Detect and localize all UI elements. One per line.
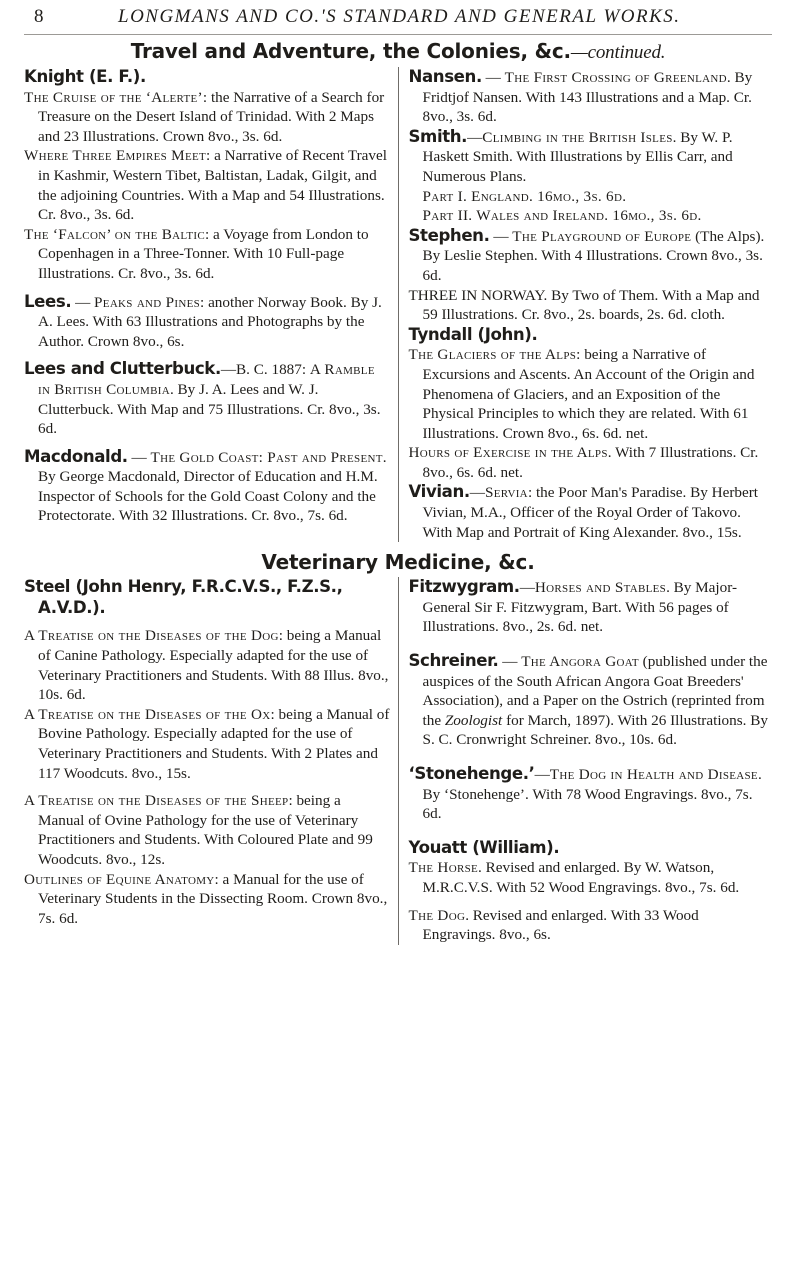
author-name: Vivian. [408, 482, 470, 502]
veterinary-right-column [399, 577, 773, 945]
book-title: The First Crossing of Greenland [504, 69, 727, 86]
part-line: Part I. England. 16mo., 3s. 6d. [422, 187, 627, 205]
book-entry [24, 626, 390, 704]
entry-nansen: Nansen. — The First Crossing of Greenland. By Fridtjof Nansen. With 143 Illustrations and a Map. Cr. 8vo., 3s. 6d. [408, 67, 753, 126]
book-title: The Cruise of the ‘Alerte’ [24, 88, 203, 106]
book-title: Servia [484, 484, 528, 502]
book-details: : the Poor Man's Paradise. By Herbert Vivian, M.A., Officer of the Royal Order of Takovo. With Map and Portrait of King Alexander. 8vo., 15s. [422, 484, 759, 541]
book-details: : another Norway Book. By J. A. Lees. With 63 Illustrations and Photographs by the Author. Crown 8vo., 6s. [38, 293, 382, 350]
book-title: Climbing in the British Isles [482, 128, 673, 146]
section-title: Veterinary Medicine, &c. [261, 550, 535, 575]
book-title: The Dog in Health and Disease [549, 766, 758, 783]
book-details: : being a Manual of Bovine Pathology. Especially adapted for the use of Veterinary Practitioners and Students. With 2 Plates and 117 Woodcuts. 8vo., 15s. [38, 705, 390, 782]
entry-steel [24, 577, 390, 618]
entry-tyndall [409, 325, 773, 346]
book-details: . By Fridtjof Nansen. With 143 Illustrations and a Map. Cr. 8vo., 3s. 6d. [422, 69, 753, 126]
book-details: . With 7 Illustrations. Cr. 8vo., 6s. 6d. net. [422, 444, 759, 481]
entry-stephen: Stephen. — The Playground of Europe (The Alps). By Leslie Stephen. With 4 Illustrations. Crown 8vo., 3s. 6d. [408, 225, 765, 284]
entry-lees-clutterbuck [24, 359, 390, 438]
book-entry [24, 225, 390, 284]
book-details: . By J. A. Lees and W. J. Clutterbuck. With Map and 75 Illustrations. Cr. 8vo., 3s. 6d. [38, 380, 381, 438]
author-name: Smith. [408, 126, 468, 146]
author-name: Knight (E. F.). [24, 67, 146, 86]
author-name: Youatt (William). [408, 837, 560, 857]
book-entry [24, 146, 390, 224]
running-head [24, 0, 772, 35]
journal-name: Zoologist [444, 711, 503, 729]
author-name: Stephen. [408, 225, 490, 245]
book-details: (The Alps). By Leslie Stephen. With 4 Illustrations. Crown 8vo., 3s. 6d. [422, 227, 765, 284]
entry-three-in-norway [409, 286, 773, 325]
book-details: . Revised and enlarged. With 33 Wood Engravings. 8vo., 6s. [422, 906, 699, 944]
book-details: . By Two of Them. With a Map and 59 Illustrations. Cr. 8vo., 2s. boards, 2s. 6d. cloth. [422, 286, 760, 324]
author-name: Steel (John Henry, F.R.C.V.S., F.Z.S., A.V.D.). [24, 577, 343, 617]
entry-smith: Smith.—Climbing in the British Isles. By W. P. Haskett Smith. With Illustrations by Ellis Carr, and Numerous Plans. [408, 126, 733, 185]
book-details: : being a Manual of Canine Pathology. Especially adapted for the use of Veterinary Practitioners and Students. With 88 Illus. 8vo., 10s. 6d. [38, 627, 389, 704]
book-title: Peaks and Pines [94, 293, 201, 311]
section-heading-travel [24, 39, 772, 64]
book-entry [24, 705, 390, 783]
book-details: . By Major-General Sir F. Fitzwygram, Bart. With 56 pages of Illustrations. 8vo., 2s. 6d. net. [422, 579, 738, 636]
section-heading-veterinary [24, 550, 772, 574]
book-details: : the Narrative of a Search for Treasure on the Desert Island of Trinidad. With 2 Maps and 23 Illustrations. Crown 8vo., 3s. 6d. [38, 88, 385, 145]
entry-fitzwygram: Fitzwygram.—Horses and Stables. By Major-General Sir F. Fitzwygram, Bart. With 56 pages of Illustrations. 8vo., 2s. 6d. net. [408, 577, 738, 636]
book-entry [24, 870, 390, 929]
book-title: Where Three Empires Meet [24, 147, 207, 165]
entry-schreiner: Schreiner. — The Angora Goat (published under the auspices of the South African Angora Goat Breeders' Association), and a Paper on the Ostrich (reprinted from the Zoologist for March, 1897). With 26 Illustrations. By S. C. Cronwright Schreiner. 8vo., 10s. 6d. [408, 651, 768, 749]
part-line: Part II. Wales and Ireland. 16mo., 3s. 6d. [422, 207, 702, 225]
book-details: : a Manual for the use of Veterinary Students in the Dissecting Room. Crown 8vo., 7s. 6d. [38, 870, 388, 927]
author-name: Lees. [24, 291, 72, 311]
book-details: for March, 1897). With 26 Illustrations. By S. C. Cronwright Schreiner. 8vo., 10s. 6d. [422, 711, 768, 749]
book-entry [409, 858, 773, 897]
book-title: A Treatise on the Diseases of the Ox [24, 705, 271, 723]
entry-lees: Lees. — Peaks and Pines: another Norway Book. By J. A. Lees. With 63 Illustrations and Photographs by the Author. Crown 8vo., 6s. [24, 291, 382, 350]
book-title: The Glaciers of the Alps [408, 346, 577, 364]
entry-knight [24, 67, 390, 88]
travel-right-column [399, 67, 773, 542]
entry-macdonald: Macdonald. — The Gold Coast: Past and Present. By George Macdonald, Director of Education and H.M. Inspector of Schools for the Gold Coast Colony and the Protectorate. With 32 Illustrations. Cr. 8vo., 7s. 6d. [24, 446, 387, 525]
book-details: : being a Manual of Ovine Pathology for the use of Veterinary Practitioners and Students. With Coloured Plate and 99 Woodcuts. 8vo., 12s. [38, 792, 373, 868]
author-name: Schreiner. [408, 651, 499, 671]
page-number: 8 [34, 6, 45, 27]
author-name: Fitzwygram. [408, 577, 520, 597]
book-details: : a Voyage from London to Copenhagen in a Three-Tonner. With 10 Full-page Illustrations. Cr. 8vo., 3s. 6d. [38, 225, 369, 282]
author-name: Nansen. [408, 67, 482, 86]
entry-youatt [409, 838, 773, 859]
entry-stonehenge: ‘Stonehenge.’—The Dog in Health and Disease. By ‘Stonehenge’. With 78 Wood Engravings. 8vo., 7s. 6d. [408, 764, 762, 823]
book-title: Hours of Exercise in the Alps [408, 444, 608, 462]
book-title: Outlines of Equine Anatomy [24, 870, 215, 888]
travel-left-column [24, 67, 398, 542]
book-title: The Playground of Europe [512, 227, 692, 245]
book-details: . By W. P. Haskett Smith. With Illustrations by Ellis Carr, and Numerous Plans. [422, 128, 733, 185]
book-entry [409, 443, 773, 482]
continued-label: —continued. [570, 42, 666, 63]
book-title: A Ramble in British Columbia [38, 361, 375, 398]
book-details: : a Narrative of Recent Travel in Kashmir, Western Tibet, Baltistan, Ladak, Gilgit, and the adjoining Countries. With a Map and 54 Illustrations. Cr. 8vo., 3s. 6d. [38, 147, 387, 224]
author-name: Macdonald. [24, 446, 128, 466]
book-details: . By George Macdonald, Director of Education and H.M. Inspector of Schools for the Gold Coast Colony and the Protectorate. With 32 Illustrations. Cr. 8vo., 7s. 6d. [38, 448, 387, 525]
running-title: LONGMANS AND CO.'S STANDARD AND GENERAL WORKS. [118, 6, 681, 27]
book-title: A Treatise on the Diseases of the Sheep [24, 792, 289, 810]
book-title: The Horse [408, 859, 479, 877]
author-name: ‘Stonehenge.’ [408, 764, 535, 783]
book-details: —B. C. 1887: [220, 361, 310, 379]
entry-vivian: Vivian.—Servia: the Poor Man's Paradise. By Herbert Vivian, M.A., Officer of the Royal Order of Takovo. With Map and Portrait of King Alexander. 8vo., 15s. [408, 482, 759, 541]
book-title: The Angora Goat [521, 653, 639, 671]
book-details: : being a Narrative of Excursions and Ascents. An Account of the Origin and Phenomena of Glaciers, and an Exposition of the Physical Principles to which they are related. With 61 Illustrations. Crown 8vo., 6s. 6d. net. [422, 346, 755, 442]
book-details: . Revised and enlarged. By W. Watson, M.R.C.V.S. With 52 Wood Engravings. 8vo., 7s. 6d. [422, 859, 740, 896]
book-title: THREE IN NORWAY [408, 286, 544, 304]
author-name: Tyndall (John). [408, 324, 538, 344]
book-title: Horses and Stables [534, 579, 667, 597]
author-name: Lees and Clutterbuck. [24, 359, 221, 379]
book-title: The Gold Coast: Past and Present [150, 448, 383, 466]
book-title: The ‘Falcon’ on the Baltic [24, 225, 206, 243]
book-entry [409, 345, 773, 443]
book-details: (published under the auspices of the South African Angora Goat Breeders' Association), and a Paper on the Ostrich (reprinted from the [422, 653, 768, 729]
book-entry [409, 906, 773, 945]
book-entry [24, 791, 390, 869]
book-entry [24, 88, 390, 147]
book-title: A Treatise on the Diseases of the Dog [24, 627, 279, 645]
travel-columns [24, 67, 772, 542]
book-details: . By ‘Stonehenge’. With 78 Wood Engravings. 8vo., 7s. 6d. [422, 766, 762, 823]
veterinary-left-column [24, 577, 398, 945]
book-title: The Dog [408, 906, 466, 924]
section-title: Travel and Adventure, the Colonies, &c. [130, 39, 571, 63]
veterinary-columns [24, 577, 772, 945]
